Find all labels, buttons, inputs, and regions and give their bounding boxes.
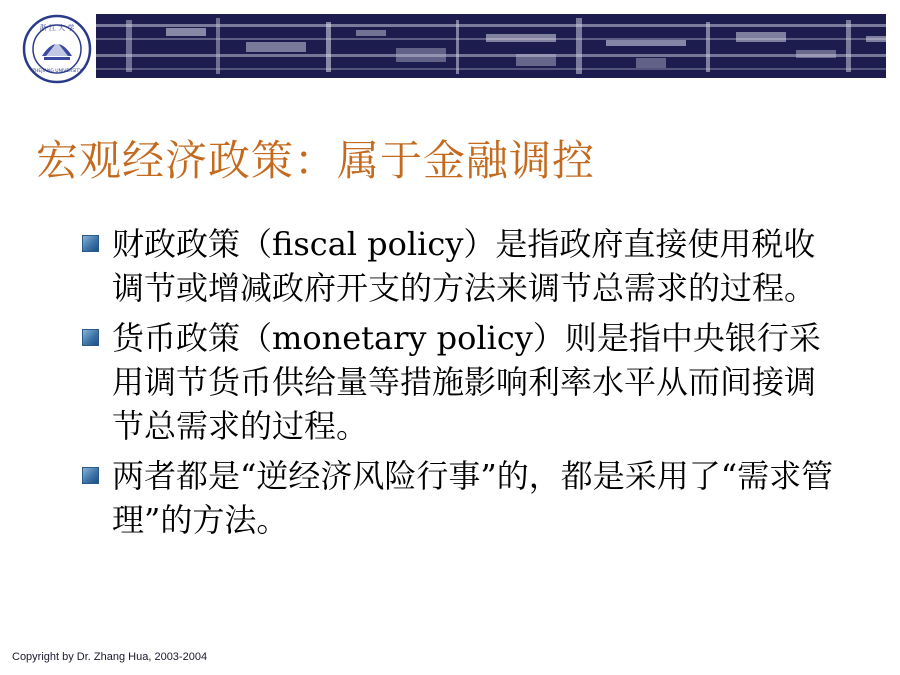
list-item xyxy=(82,222,842,310)
bullet-text: 货币政策（monetary policy）则是指中央银行采用调节货币供给量等措施影响利率水平从而间接调节总需求的过程。 xyxy=(112,319,821,445)
copyright-footer: Copyright by Dr. Zhang Hua, 2003-2004 xyxy=(12,651,208,663)
university-logo-icon xyxy=(22,14,92,84)
square-bullet-icon xyxy=(82,467,99,484)
slide-title: 宏观经济政策：属于金融调控 xyxy=(36,136,596,185)
square-bullet-icon xyxy=(82,235,99,252)
bullet-list xyxy=(82,222,842,548)
list-item xyxy=(82,454,842,542)
bullet-text: 财政政策（fiscal policy）是指政府直接使用税收调节或增减政府开支的方法来调节总需求的过程。 xyxy=(112,225,817,307)
bullet-text: 两者都是“逆经济风险行事”的，都是采用了“需求管理”的方法。 xyxy=(112,457,834,539)
square-bullet-icon xyxy=(82,329,99,346)
svg-text:浙 江 大 学: 浙 江 大 学 xyxy=(39,24,75,32)
list-item xyxy=(82,316,842,448)
header-banner xyxy=(96,14,886,78)
banner-pattern xyxy=(96,14,886,78)
svg-text:ZHEJIANG UNIVERSITY: ZHEJIANG UNIVERSITY xyxy=(31,69,83,74)
